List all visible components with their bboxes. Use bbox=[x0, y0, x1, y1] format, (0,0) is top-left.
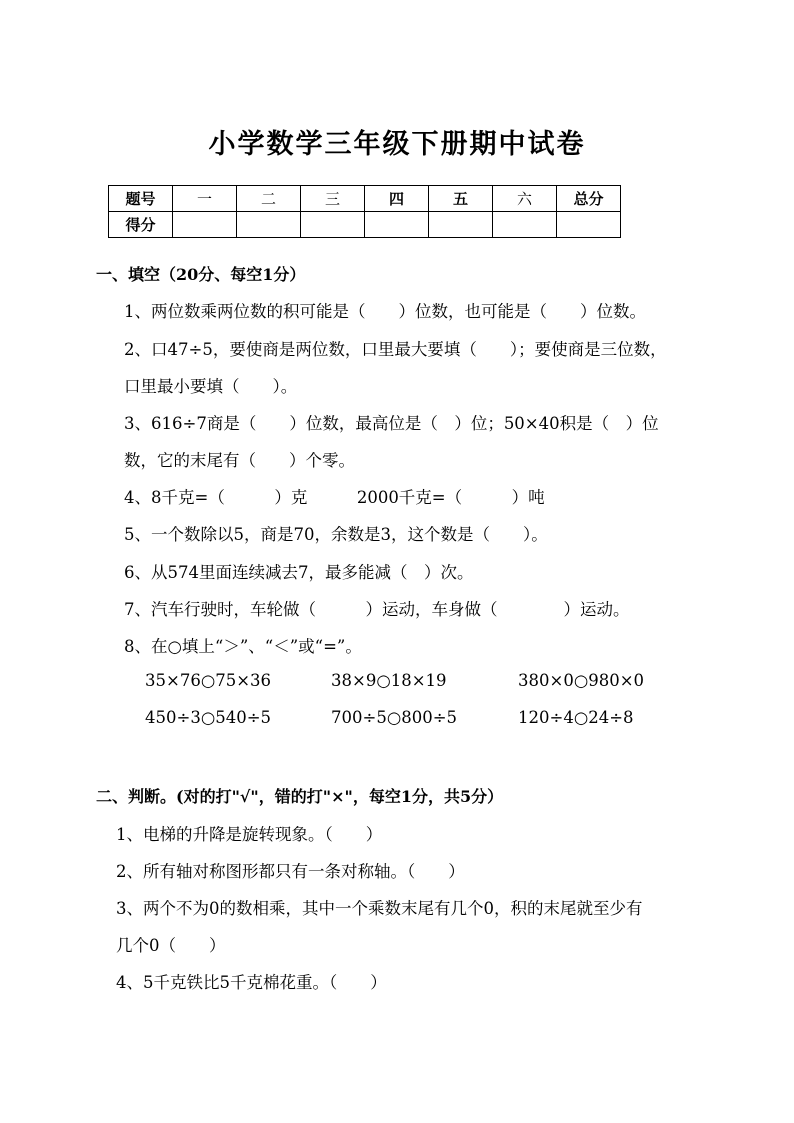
score-header-cell: 四 bbox=[365, 186, 429, 212]
question-line: 7、汽车行驶时，车轮做（ ）运动，车身做（ ）运动。 bbox=[124, 600, 630, 619]
score-header-cell: 六 bbox=[493, 186, 557, 212]
question-line: 1、两位数乘两位数的积可能是（ ）位数，也可能是（ ）位数。 bbox=[124, 302, 646, 321]
comparison-item: 38×9○18×19 bbox=[331, 671, 447, 690]
comparison-item: 450÷3○540÷5 bbox=[145, 708, 272, 727]
score-cell[interactable] bbox=[301, 212, 365, 238]
score-header-cell: 五 bbox=[429, 186, 493, 212]
comparison-item: 120÷4○24÷8 bbox=[518, 708, 634, 727]
score-cell[interactable] bbox=[173, 212, 237, 238]
section1-heading: 一、填空（20分、每空1分） bbox=[96, 265, 306, 284]
comparison-item: 35×76○75×36 bbox=[145, 671, 272, 690]
score-cell[interactable] bbox=[365, 212, 429, 238]
score-cell[interactable] bbox=[237, 212, 301, 238]
score-header-cell: 总分 bbox=[557, 186, 621, 212]
question-line: 2、口47÷5，要使商是两位数，口里最大要填（ ）；要使商是三位数， bbox=[124, 340, 667, 359]
section2-heading: 二、判断。(对的打"√"，错的打"×"，每空1分，共5分） bbox=[96, 787, 504, 806]
question-line: 8、在○填上“＞”、“＜”或“=”。 bbox=[124, 637, 362, 656]
question-line: 5、一个数除以5，商是70，余数是3，这个数是（ ）。 bbox=[124, 525, 548, 544]
comparison-item: 700÷5○800÷5 bbox=[331, 708, 458, 727]
score-table bbox=[108, 185, 621, 238]
question-line: 4、8千克=（ ）克 2000千克=（ ）吨 bbox=[124, 488, 545, 507]
score-header-cell: 二 bbox=[237, 186, 301, 212]
score-header-cell: 题号 bbox=[109, 186, 173, 212]
question-line: 6、从574里面连续减去7，最多能减（ ）次。 bbox=[124, 563, 474, 582]
comparison-item: 380×0○980×0 bbox=[518, 671, 645, 690]
question-line: 口里最小要填（ ）。 bbox=[124, 377, 298, 396]
judgment-line: 几个0（ ） bbox=[116, 936, 226, 955]
score-table-score-row bbox=[109, 212, 621, 238]
judgment-line: 2、所有轴对称图形都只有一条对称轴。（ ） bbox=[116, 862, 465, 881]
judgment-line: 4、5千克铁比5千克棉花重。（ ） bbox=[116, 973, 387, 992]
score-cell[interactable] bbox=[557, 212, 621, 238]
question-line: 3、616÷7商是（ ）位数，最高位是（ ）位；50×40积是（ ）位 bbox=[124, 414, 659, 433]
score-header-cell: 三 bbox=[301, 186, 365, 212]
score-table-header-row bbox=[109, 186, 621, 212]
score-cell[interactable] bbox=[429, 212, 493, 238]
score-cell[interactable] bbox=[493, 212, 557, 238]
judgment-line: 1、电梯的升降是旋转现象。（ ） bbox=[116, 825, 383, 844]
page-title: 小学数学三年级下册期中试卷 bbox=[208, 129, 586, 160]
score-header-cell: 一 bbox=[173, 186, 237, 212]
score-row-label: 得分 bbox=[109, 212, 173, 238]
question-line: 数，它的末尾有（ ）个零。 bbox=[124, 451, 355, 470]
judgment-line: 3、两个不为0的数相乘，其中一个乘数末尾有几个0，积的末尾就至少有 bbox=[116, 899, 643, 918]
